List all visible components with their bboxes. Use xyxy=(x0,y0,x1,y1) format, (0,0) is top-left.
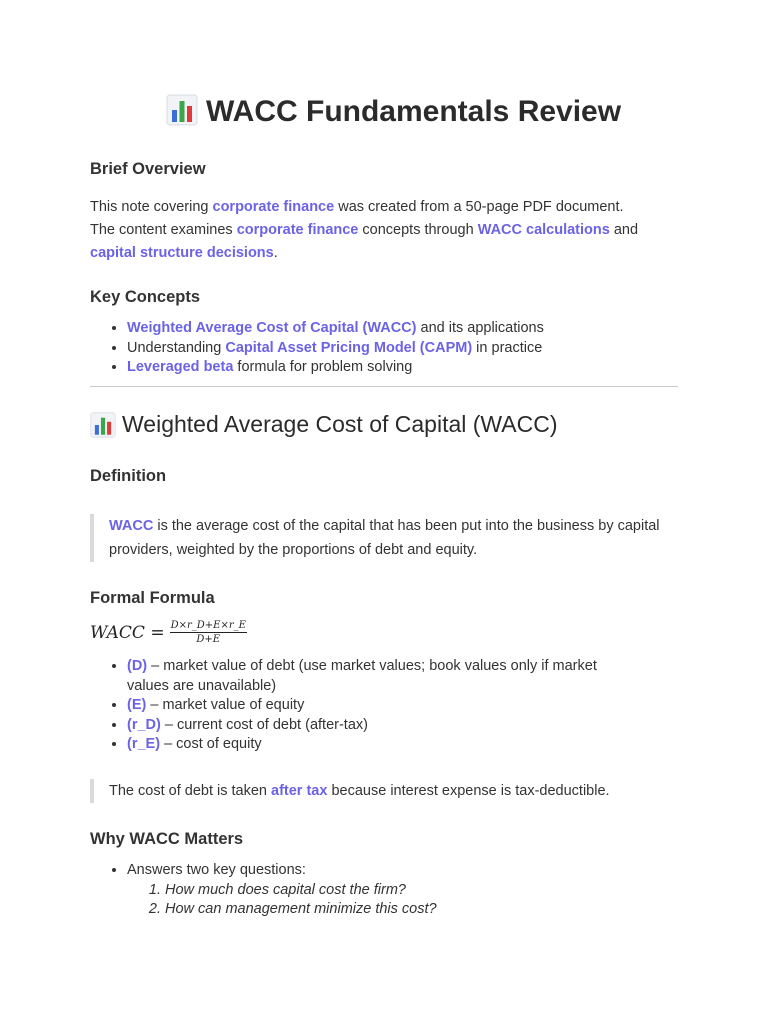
question-item: 1. How much does capital cost the firm? xyxy=(165,881,627,901)
overview-paragraph: This note covering corporate finance was created from a 50-page PDF document. The content examines corporate finance concepts through WACC calculations and capital structure decisions. xyxy=(90,199,639,261)
list-item: • Weighted Average Cost of Capital (WACC) and its applications xyxy=(127,319,627,339)
link-wacc-definition[interactable]: WACC xyxy=(109,518,154,534)
formula-fraction xyxy=(170,620,247,645)
link-e[interactable]: (E) xyxy=(127,697,147,713)
formula-variables-list xyxy=(110,657,627,755)
list-item: • Answers two key questions: 1. How much does capital cost the firm? 2. How can management minimize this cost? xyxy=(127,861,627,920)
link-capm[interactable]: Capital Asset Pricing Model (CAPM) xyxy=(225,339,473,356)
bar-chart-icon xyxy=(166,94,198,126)
link-corporate-finance[interactable]: corporate finance xyxy=(212,199,335,215)
link-corporate-finance-2[interactable]: corporate finance xyxy=(236,222,359,238)
link-leveraged-beta[interactable]: Leveraged beta xyxy=(127,359,234,375)
link-wacc-calculations[interactable]: WACC calculations xyxy=(477,222,610,238)
definition-quote: WACC is the average cost of the capital that has been put into the business by capital providers, weighted by the proportions of debt and equity. xyxy=(90,514,684,562)
formula-lhs: WACC = xyxy=(90,622,165,643)
page-title xyxy=(166,94,621,129)
questions-list xyxy=(127,881,627,920)
link-r-e[interactable]: (r_E) xyxy=(127,736,161,752)
list-item: • (E) – market value of equity xyxy=(127,696,627,716)
link-after-tax[interactable]: after tax xyxy=(271,783,328,799)
formula-numerator: D×r_D+E×r_E xyxy=(170,620,246,631)
bar-chart-icon xyxy=(90,412,116,438)
list-item: • (r_D) – current cost of debt (after-tax) xyxy=(127,716,627,736)
link-wacc[interactable]: Weighted Average Cost of Capital (WACC) xyxy=(127,320,417,336)
after-tax-note: The cost of debt is taken after tax because interest expense is tax-deductible. xyxy=(90,779,684,803)
link-r-d[interactable]: (r_D) xyxy=(127,716,161,733)
section-heading-wacc xyxy=(90,411,557,438)
list-item: • Understanding Capital Asset Pricing Model (CAPM) in practice xyxy=(127,339,627,359)
list-item: • Leveraged beta formula for problem solving xyxy=(127,358,627,378)
formula-denominator: D+E xyxy=(196,634,221,645)
wacc-formula xyxy=(90,620,247,645)
formula-heading: Formal Formula xyxy=(90,589,215,607)
divider xyxy=(90,386,678,387)
list-item: • (D) – market value of debt (use market values; book values only if market values are unavailable) xyxy=(127,657,627,696)
page-title-text: WACC Fundamentals Review xyxy=(206,95,622,128)
section-heading-text: Weighted Average Cost of Capital (WACC) xyxy=(122,411,558,437)
link-capital-structure-decisions[interactable]: capital structure decisions xyxy=(90,245,274,261)
why-wacc-heading: Why WACC Matters xyxy=(90,830,244,848)
list-item: • (r_E) – cost of equity xyxy=(127,735,627,755)
key-concepts-heading: Key Concepts xyxy=(90,288,201,306)
definition-heading: Definition xyxy=(90,467,167,485)
key-concepts-list xyxy=(110,319,627,378)
overview-heading: Brief Overview xyxy=(90,160,206,178)
why-wacc-list xyxy=(110,861,627,920)
link-d[interactable]: (D) xyxy=(127,658,148,674)
question-item: 2. How can management minimize this cost? xyxy=(165,900,627,920)
